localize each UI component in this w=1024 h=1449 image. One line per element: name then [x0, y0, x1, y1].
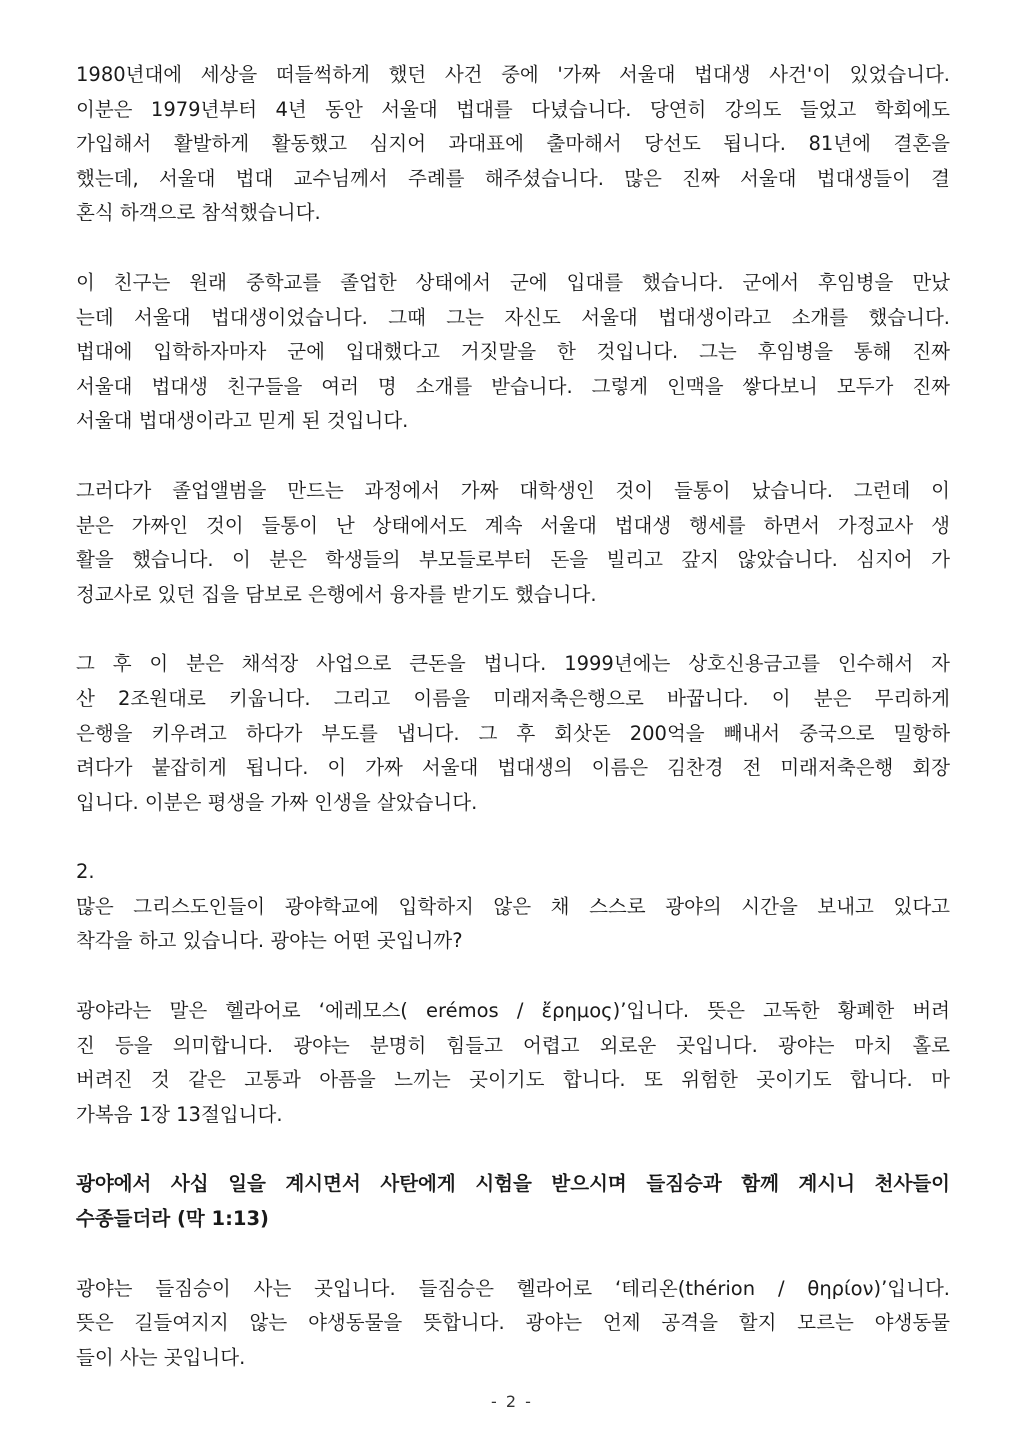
text-line: 는데 서울대 법대생이었습니다. 그때 그는 자신도 서울대 법대생이라고 소개를 했습니다.	[76, 305, 950, 329]
paragraph-bank-story	[76, 647, 950, 820]
page-number: - 2 -	[491, 1392, 533, 1411]
text-line: 뜻은 길들여지지 않는 야생동물을 뜻합니다. 광야는 언제 공격을 할지 모르는 야생동물	[76, 1311, 950, 1335]
text-line: 진 등을 의미합니다. 광야는 분명히 힘들고 어렵고 외로운 곳입니다. 광야는 마치 홀로	[76, 1033, 950, 1057]
text-line: 했는데, 서울대 법대 교수님께서 주례를 해주셨습니다. 많은 진짜 서울대 법대생들이 결	[76, 166, 950, 190]
paragraph-exposed	[76, 474, 950, 612]
text-line: 활을 했습니다. 이 분은 학생들의 부모들로부터 돈을 빌리고 갚지 않았습니다. 심지어 가	[76, 548, 950, 572]
text-line: 광야에서 사십 일을 계시면서 사탄에게 시험을 받으시며 들짐승과 함께 계시니 천사들이	[76, 1172, 950, 1196]
text-line: 버려진 것 같은 고통과 아픔을 느끼는 곳이기도 합니다. 또 위험한 곳이기도 합니다. 마	[76, 1068, 950, 1092]
text-line: 분은 가짜인 것이 들통이 난 상태에서도 계속 서울대 법대생 행세를 하면서 가정교사 생	[76, 513, 950, 537]
text-line: 혼식 하객으로 참석했습니다.	[76, 201, 321, 225]
text-line: 그러다가 졸업앨범을 만드는 과정에서 가짜 대학생인 것이 들통이 났습니다. 그런데 이	[76, 478, 950, 502]
section-number	[76, 855, 950, 890]
text-line: 1980년대에 세상을 떠들썩하게 했던 사건 중에 '가짜 서울대 법대생 사건'이 있었습니다.	[76, 63, 950, 86]
text-line: 가복음 1장 13절입니다.	[76, 1102, 283, 1126]
text-line: 착각을 하고 있습니다. 광야는 어떤 곳입니까?	[76, 929, 463, 953]
text-line: 그 후 이 분은 채석장 사업으로 큰돈을 법니다. 1999년에는 상호신용금고를 인수해서 자	[76, 652, 950, 676]
text-line: 려다가 붙잡히게 됩니다. 이 가짜 서울대 법대생의 이름은 김찬경 전 미래저축은행 회장	[76, 756, 950, 780]
text-line: 이 친구는 원래 중학교를 졸업한 상태에서 군에 입대를 했습니다. 군에서 후임병을 만났	[76, 270, 950, 294]
text-line: 산 2조원대로 키웁니다. 그리고 이름을 미래저축은행으로 바꿉니다. 이 분은 무리하게	[76, 686, 950, 710]
document-page	[76, 58, 950, 1410]
text-line: 서울대 법대생이라고 믿게 된 것입니다.	[76, 409, 409, 433]
scripture-quote	[76, 1167, 950, 1236]
text-line: 입니다. 이분은 평생을 가짜 인생을 살았습니다.	[76, 790, 478, 814]
text-line: 정교사로 있던 집을 담보로 은행에서 융자를 받기도 했습니다.	[76, 582, 597, 606]
text-line: 서울대 법대생 친구들을 여러 명 소개를 받습니다. 그렇게 인맥을 쌓다보니 모두가 진짜	[76, 374, 950, 398]
paragraph-fake-student-intro	[76, 58, 950, 231]
text-line: 광야라는 말은 헬라어로 ‘에레모스( erémos / ἔρημος)’입니다. 뜻은 고독한 황폐한 버려	[76, 999, 950, 1023]
text-line: 많은 그리스도인들이 광야학교에 입학하지 않은 채 스스로 광야의 시간을 보내고 있다고	[76, 894, 950, 918]
text-line: 수종들더라 (막 1:13)	[76, 1207, 269, 1231]
text-line: 가입해서 활발하게 활동했고 심지어 과대표에 출마해서 당선도 됩니다. 81년에 결혼을	[76, 132, 950, 156]
paragraph-military-story	[76, 266, 950, 439]
text-line: 은행을 키우려고 하다가 부도를 냅니다. 그 후 회삿돈 200억을 빼내서 중국으로 밀항하	[76, 721, 950, 745]
text-line: 이분은 1979년부터 4년 동안 서울대 법대를 다녔습니다. 당연히 강의도 들었고 학회에도	[76, 97, 950, 121]
text-line: 법대에 입학하자마자 군에 입대했다고 거짓말을 한 것입니다. 그는 후임병을 통해 진짜	[76, 340, 950, 364]
text-line: 2.	[76, 860, 95, 884]
paragraph-eremos	[76, 994, 950, 1132]
paragraph-wilderness-question	[76, 890, 950, 959]
text-line: 광야는 들짐승이 사는 곳입니다. 들짐승은 헬라어로 ‘테리온(thérion / θηρίον)’입니다.	[76, 1276, 950, 1300]
paragraph-therion	[76, 1272, 950, 1376]
text-line: 들이 사는 곳입니다.	[76, 1345, 246, 1369]
